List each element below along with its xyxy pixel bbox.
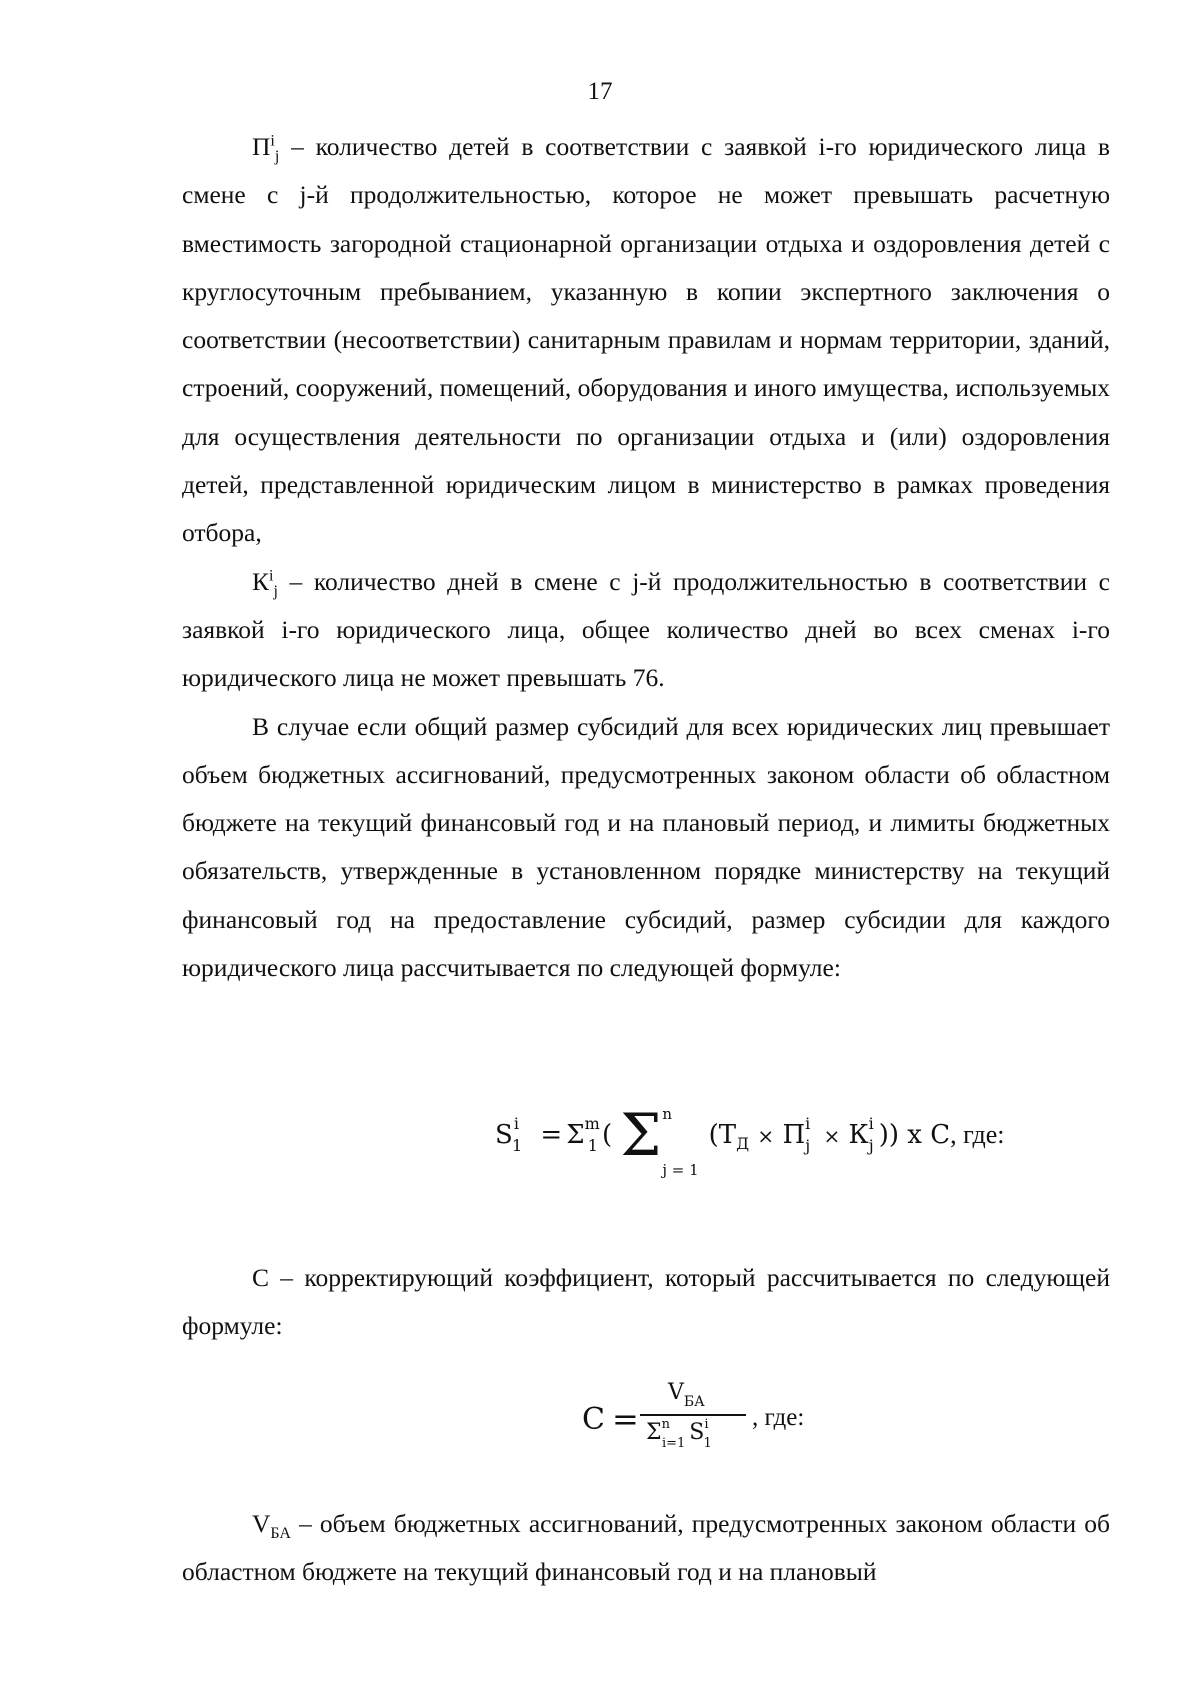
f1-sum1-sup: m [584,1114,600,1134]
f2-den-s-sub: 1 [703,1436,712,1452]
f1-sum2-top: n [662,1105,673,1123]
f1-k-sub: j [868,1136,874,1156]
paragraph-budget-volume-text: – объем бюджетных ассигнований, предусмотренных законом области об областном бюджете на текущий финансовый год и на плановый [182,1509,1110,1587]
f2-num-sub: БА [683,1394,705,1411]
f1-eq: = [540,1120,563,1150]
f1-lhs: S [495,1120,513,1150]
f1-k-sup: i [868,1114,874,1134]
f2-den-s: S [689,1420,705,1445]
f1-close: )) [878,1120,900,1150]
f2-numerator [668,1380,705,1411]
symbol-p: П [252,132,271,161]
f1-c: С [930,1120,951,1150]
f1-t-sub: Д [736,1134,750,1154]
f1-lhs-sup: i [513,1114,519,1134]
f1-sum2-bottom: j = 1 [662,1161,699,1179]
symbol-v: V [252,1509,271,1538]
paragraph-children-count [182,123,1110,558]
body-text-middle [182,1254,1110,1351]
body-text-bottom [182,1500,1110,1597]
f1-tail: , где: [950,1120,1005,1149]
f1-inner-open: ( [708,1120,719,1150]
symbol-k-sub: j [273,582,278,600]
page-number: 17 [587,78,613,105]
f1-t: Т [718,1120,737,1150]
f1-p: П [782,1120,806,1150]
f2-eq: = [612,1400,639,1438]
f1-lhs-sub: 1 [511,1136,523,1156]
f1-p-sub: j [805,1136,811,1156]
f2-denominator [646,1416,717,1452]
symbol-k-sup: i [269,567,274,585]
f1-x: х [907,1120,922,1150]
f1-sum1-sub: 1 [587,1136,598,1156]
paragraph-days-count-text: – количество дней в смене с j-й продолжительностью в соответствии с заявкой i-го юридического лица, общее количество дней во всех сменах i-го юридического лица не может превышать 76. [182,566,1110,693]
f2-den-s-sup: i [704,1416,709,1432]
f2-den-sup: n [661,1416,670,1432]
f2-den-sigma: Σ [646,1420,662,1445]
symbol-p-sup: i [270,132,275,150]
f1-sum2-sigma: Σ [620,1101,662,1169]
f2-fraction-line [640,1414,746,1416]
f1-sum1: Σ [566,1120,585,1150]
paragraph-budget-volume [182,1500,1110,1597]
formula-subsidy [0,1101,1200,1210]
f2-lhs: C [582,1402,605,1437]
paragraph-subsidy-case: В случае если общий размер субсидий для всех юридических лиц превышает объем бюджетных ассигнований, предусмотренных законом области об областном бюджете на текущий финансовый год и на плановый период, и лимиты бюджетных обязательств, утвержденные в установленном порядке министерству на текущий финансовый год на предоставление субсидий, размер субсидии для каждого юридического лица рассчитывается по следующей формуле: [182,711,1110,983]
f2-den-sub: i=1 [661,1436,686,1452]
f1-p-sup: i [805,1114,811,1134]
paragraph-days-count [182,558,1110,703]
f1-times-1: × [757,1124,775,1148]
paragraph-children-count-text: – количество детей в соответствии с заявкой i-го юридического лица в смене с j-й продолжительностью, которое не может превышать расчетную вместимость загородной стационарной организации отдыха и оздоровления детей с круглосуточным пребыванием, указанную в копии экспертного заключения о соответствии (несоответствии) санитарным правилам и нормам территории, зданий, строений, сооружений, помещений, оборудования и иного имущества, используемых для осуществления деятельности по организации отдыха и (или) оздоровления детей, представленной юридическим лицом в министерство в рамках проведения отбора, [182,132,1110,548]
f1-k: К [848,1120,869,1150]
symbol-p-sub: j [274,148,280,166]
f2-num-v: V [668,1380,684,1405]
f1-times-2: × [823,1124,841,1148]
symbol-k: К [252,566,270,596]
f1-open: ( [601,1120,613,1150]
symbol-v-sub: БА [270,1525,291,1543]
formula-coefficient [0,1380,1200,1460]
paragraph-coefficient: С – корректирующий коэффициент, который рассчитывается по следующей формуле: [182,1263,1110,1341]
body-text-top [182,123,1110,992]
f2-tail: , где: [752,1404,805,1431]
